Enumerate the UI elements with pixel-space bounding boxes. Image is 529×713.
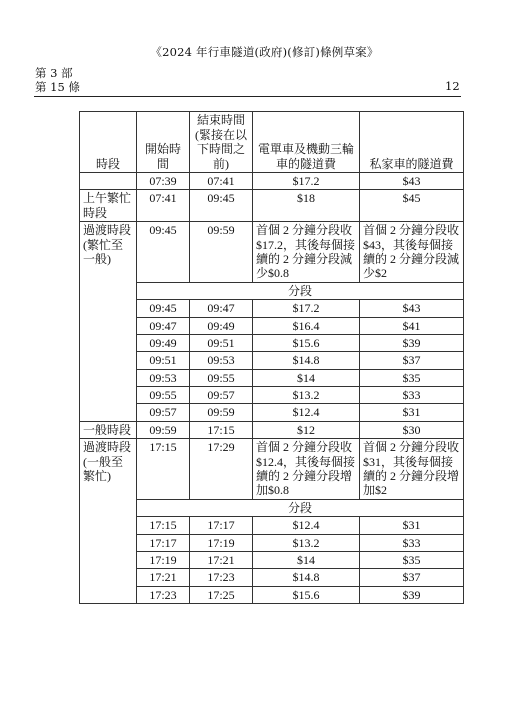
table-row bbox=[80, 534, 464, 551]
cell-start: 09:53 bbox=[137, 369, 190, 386]
cell-start: 07:39 bbox=[137, 173, 190, 190]
cell-electric: $13.2 bbox=[253, 387, 360, 404]
table-row bbox=[80, 222, 464, 283]
table-row bbox=[80, 387, 464, 404]
cell-end: 09:53 bbox=[190, 352, 253, 369]
cell-electric: 首個 2 分鐘分段收$12.4，其後每個接續的 2 分鐘分段增加$0.8 bbox=[253, 439, 360, 500]
cell-private: $45 bbox=[360, 190, 464, 222]
header-private: 私家車的隧道費 bbox=[360, 112, 464, 173]
cell-private: $30 bbox=[360, 421, 464, 438]
cell-start: 17:23 bbox=[137, 586, 190, 603]
cell-electric: 首個 2 分鐘分段收$17.2，其後每個接續的 2 分鐘分段減少$0.8 bbox=[253, 222, 360, 283]
cell-period: 過渡時段(繁忙至一般) bbox=[80, 222, 137, 422]
cell-end: 09:57 bbox=[190, 387, 253, 404]
toll-table bbox=[79, 111, 464, 604]
segment-label: 分段 bbox=[137, 499, 464, 516]
cell-electric: $12.4 bbox=[253, 404, 360, 421]
page-number: 12 bbox=[445, 79, 460, 93]
table-row bbox=[80, 517, 464, 534]
cell-start: 07:41 bbox=[137, 190, 190, 222]
cell-private: $43 bbox=[360, 300, 464, 317]
cell-private: 首個 2 分鐘分段收$31，其後每個接續的 2 分鐘分段增加$2 bbox=[360, 439, 464, 500]
cell-start: 09:59 bbox=[137, 421, 190, 438]
cell-end: 17:29 bbox=[190, 439, 253, 500]
table-row bbox=[80, 173, 464, 190]
cell-electric: $18 bbox=[253, 190, 360, 222]
cell-electric: $17.2 bbox=[253, 300, 360, 317]
cell-electric: $14 bbox=[253, 551, 360, 568]
cell-private: $31 bbox=[360, 404, 464, 421]
part-label: 第 3 部 bbox=[35, 66, 73, 80]
header-electric: 電單車及機動三輪車的隧道費 bbox=[253, 112, 360, 173]
cell-electric: $15.6 bbox=[253, 334, 360, 351]
cell-private: $33 bbox=[360, 387, 464, 404]
segment-label-row bbox=[80, 282, 464, 299]
table-header-row bbox=[80, 112, 464, 173]
cell-private: $33 bbox=[360, 534, 464, 551]
cell-period bbox=[80, 173, 137, 190]
table-row bbox=[80, 404, 464, 421]
cell-private: $39 bbox=[360, 586, 464, 603]
cell-electric: $12.4 bbox=[253, 517, 360, 534]
cell-end: 09:51 bbox=[190, 334, 253, 351]
segment-label: 分段 bbox=[137, 282, 464, 299]
cell-end: 17:23 bbox=[190, 569, 253, 586]
cell-start: 09:51 bbox=[137, 352, 190, 369]
cell-electric: $15.6 bbox=[253, 586, 360, 603]
cell-start: 17:17 bbox=[137, 534, 190, 551]
cell-period: 過渡時段(一般至繁忙) bbox=[80, 439, 137, 604]
document-title: 《2024 年行車隧道(政府)(修訂)條例草案》 bbox=[150, 45, 379, 59]
cell-start: 09:45 bbox=[137, 300, 190, 317]
header-start: 開始時間 bbox=[137, 112, 190, 173]
cell-electric: $16.4 bbox=[253, 317, 360, 334]
table-row bbox=[80, 352, 464, 369]
cell-start: 09:55 bbox=[137, 387, 190, 404]
header-period: 時段 bbox=[80, 112, 137, 173]
cell-private: $31 bbox=[360, 517, 464, 534]
cell-end: 07:41 bbox=[190, 173, 253, 190]
cell-end: 09:45 bbox=[190, 190, 253, 222]
cell-electric: $14.8 bbox=[253, 569, 360, 586]
cell-start: 17:15 bbox=[137, 517, 190, 534]
cell-private: $37 bbox=[360, 352, 464, 369]
cell-electric: $12 bbox=[253, 421, 360, 438]
table-row bbox=[80, 569, 464, 586]
cell-end: 09:59 bbox=[190, 404, 253, 421]
cell-end: 09:47 bbox=[190, 300, 253, 317]
cell-start: 17:15 bbox=[137, 439, 190, 500]
cell-end: 17:17 bbox=[190, 517, 253, 534]
cell-end: 17:25 bbox=[190, 586, 253, 603]
cell-end: 17:15 bbox=[190, 421, 253, 438]
table-row bbox=[80, 300, 464, 317]
table-row bbox=[80, 369, 464, 386]
cell-start: 17:21 bbox=[137, 569, 190, 586]
cell-period: 一般時段 bbox=[80, 421, 137, 438]
cell-end: 17:21 bbox=[190, 551, 253, 568]
table-row bbox=[80, 586, 464, 603]
table-row bbox=[80, 421, 464, 438]
cell-private: $35 bbox=[360, 551, 464, 568]
table-row bbox=[80, 317, 464, 334]
table-row bbox=[80, 551, 464, 568]
cell-private: $35 bbox=[360, 369, 464, 386]
cell-period: 上午繁忙時段 bbox=[80, 190, 137, 222]
cell-start: 09:45 bbox=[137, 222, 190, 283]
header-end: 結束時間(緊接在以下時間之前) bbox=[190, 112, 253, 173]
cell-electric: $13.2 bbox=[253, 534, 360, 551]
section-label: 第 15 條 bbox=[35, 80, 80, 94]
cell-electric: $17.2 bbox=[253, 173, 360, 190]
cell-private: 首個 2 分鐘分段收$43，其後每個接續的 2 分鐘分段減少$2 bbox=[360, 222, 464, 283]
cell-private: $37 bbox=[360, 569, 464, 586]
cell-electric: $14 bbox=[253, 369, 360, 386]
table-row bbox=[80, 439, 464, 500]
cell-start: 09:47 bbox=[137, 317, 190, 334]
cell-private: $43 bbox=[360, 173, 464, 190]
cell-start: 09:57 bbox=[137, 404, 190, 421]
segment-label-row bbox=[80, 499, 464, 516]
cell-end: 09:55 bbox=[190, 369, 253, 386]
cell-private: $41 bbox=[360, 317, 464, 334]
cell-start: 17:19 bbox=[137, 551, 190, 568]
cell-end: 09:49 bbox=[190, 317, 253, 334]
cell-electric: $14.8 bbox=[253, 352, 360, 369]
table-row bbox=[80, 190, 464, 222]
cell-private: $39 bbox=[360, 334, 464, 351]
header-rule bbox=[34, 96, 461, 97]
cell-start: 09:49 bbox=[137, 334, 190, 351]
cell-end: 09:59 bbox=[190, 222, 253, 283]
cell-end: 17:19 bbox=[190, 534, 253, 551]
table-row bbox=[80, 334, 464, 351]
